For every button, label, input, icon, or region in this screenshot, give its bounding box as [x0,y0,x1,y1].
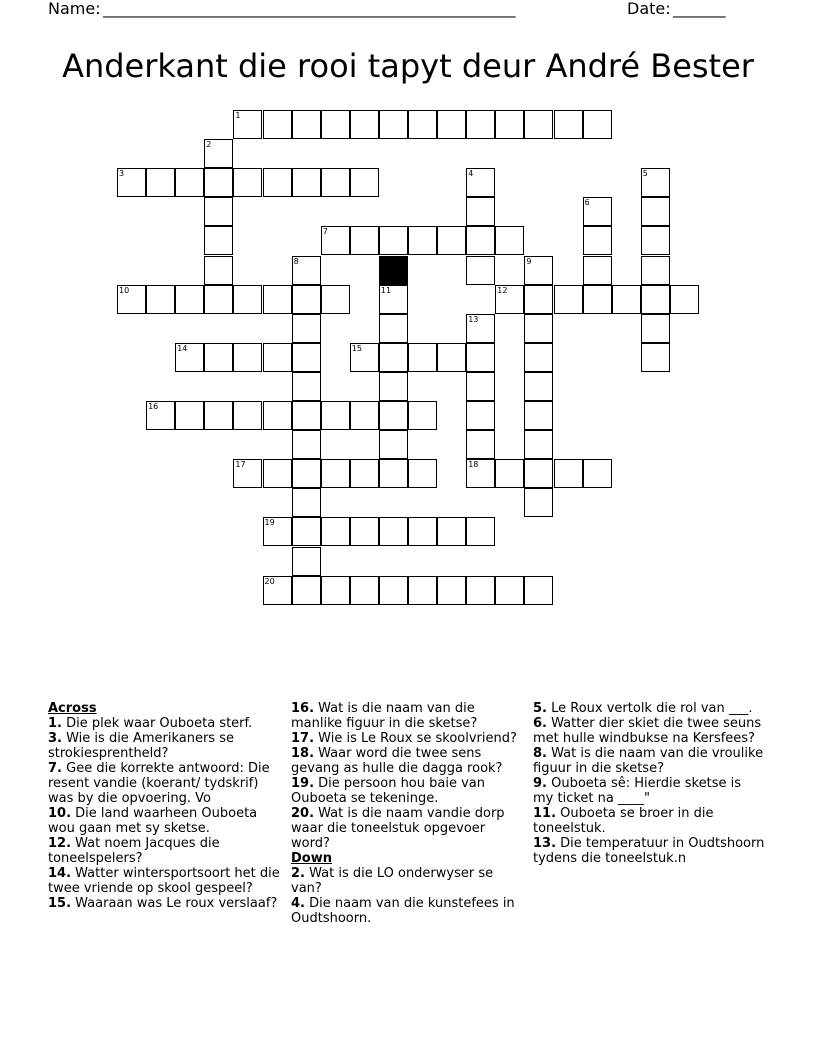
clues-column-3 [533,701,765,866]
clue-item-text: Watter wintersportsoort het die twee vriende op skool gespeel? [48,866,280,896]
grid-cell[interactable] [292,256,321,285]
grid-cell[interactable] [292,576,321,605]
grid-cell[interactable] [292,430,321,459]
grid-cell[interactable] [263,517,292,546]
clue-item-text: Wat is die naam van die manlike figuur in die sketse? [291,701,478,731]
across-heading: Across [48,701,97,716]
clue-item-number: 17. [291,731,315,746]
grid-cell[interactable] [204,256,233,285]
grid-cell[interactable] [408,343,437,372]
grid-cell[interactable] [466,372,495,401]
across-clue-list-continued [291,701,523,851]
clue-item [291,731,523,746]
clue-item [48,836,280,866]
date-line[interactable]: _______ [673,0,726,18]
clue-item-text: Die land waarheen Ouboeta wou gaan met sy sketse. [48,806,258,836]
clue-number: 17 [235,460,246,470]
grid-cell[interactable] [321,459,350,488]
clue-number: 13 [468,314,479,324]
grid-cell[interactable] [495,576,524,605]
grid-cell[interactable] [437,576,466,605]
grid-cell[interactable] [233,459,262,488]
clue-item-text: Ouboeta se broer in die toneelstuk. [533,806,714,836]
clue-item [48,731,280,761]
grid-cell[interactable] [524,459,553,488]
grid-cell[interactable] [321,517,350,546]
clue-number: 5 [642,169,648,179]
grid-cell[interactable] [379,517,408,546]
clue-item-text: Wat is die naam van die vroulike figuur in die sketse? [533,746,764,776]
grid-cell[interactable] [408,110,437,139]
grid-cell[interactable] [583,226,612,255]
grid-cell[interactable] [263,168,292,197]
grid-cell[interactable] [437,110,466,139]
grid-cell[interactable] [408,401,437,430]
clue-number: 12 [497,285,508,295]
grid-cell[interactable] [583,285,612,314]
grid-cell[interactable] [466,314,495,343]
grid-cell[interactable] [437,343,466,372]
clue-item-number: 12. [48,836,72,851]
clue-item-number: 18. [291,746,315,761]
grid-cell[interactable] [263,343,292,372]
page-title: Anderkant die rooi tapyt deur André Bester [62,47,754,85]
clue-item-number: 15. [48,896,72,911]
grid-cell[interactable] [292,110,321,139]
grid-cell[interactable] [350,110,379,139]
grid-cell[interactable] [292,488,321,517]
clue-item-number: 2. [291,866,305,881]
clue-item-text: Watter dier skiet die twee seuns met hulle windbukse na Kersfees? [533,716,762,746]
clue-item-number: 14. [48,866,72,881]
grid-cell[interactable] [641,314,670,343]
grid-cell[interactable] [466,226,495,255]
clue-item-text: Waaraan was Le roux verslaaf? [71,896,278,911]
clue-number: 8 [293,256,299,266]
clue-number: 14 [177,343,188,353]
grid-cell[interactable] [437,517,466,546]
clue-number: 9 [526,256,532,266]
grid-cell[interactable] [233,168,262,197]
grid-cell[interactable] [233,110,262,139]
grid-cell[interactable] [524,256,553,285]
clue-item-text: Wie is Le Roux se skoolvriend? [314,731,517,746]
grid-cell[interactable] [524,343,553,372]
grid-cell[interactable] [554,285,583,314]
clue-item-number: 1. [48,716,62,731]
black-cell [379,256,408,285]
clue-item-number: 20. [291,806,315,821]
clue-item [291,746,523,776]
clue-number: 7 [322,227,328,237]
clue-item-number: 8. [533,746,547,761]
clue-item-number: 3. [48,731,62,746]
grid-cell[interactable] [292,401,321,430]
grid-cell[interactable] [408,517,437,546]
grid-cell[interactable] [350,517,379,546]
grid-cell[interactable] [466,343,495,372]
clue-item-number: 10. [48,806,72,821]
clue-item-text: Wie is die Amerikaners se strokiesprentheld? [48,731,234,761]
grid-cell[interactable] [466,256,495,285]
clue-item [533,716,765,746]
grid-cell[interactable] [175,168,204,197]
grid-cell[interactable] [408,459,437,488]
grid-cell[interactable] [612,285,641,314]
grid-cell[interactable] [263,110,292,139]
clue-item [291,701,523,731]
clues-column-1 [48,701,280,911]
grid-cell[interactable] [379,576,408,605]
down-clue-list [291,866,523,926]
grid-cell[interactable] [321,576,350,605]
grid-cell[interactable] [466,517,495,546]
grid-cell[interactable] [379,110,408,139]
clue-item-number: 11. [533,806,557,821]
grid-cell[interactable] [641,256,670,285]
clue-item [291,896,523,926]
grid-cell[interactable] [379,314,408,343]
grid-cell[interactable] [437,226,466,255]
grid-cell[interactable] [146,285,175,314]
clue-item-text: Die persoon hou baie van Ouboeta se tekeninge. [291,776,485,806]
grid-cell[interactable] [175,343,204,372]
clues-column-2 [291,701,523,926]
down-heading: Down [291,851,332,866]
clue-item-number: 9. [533,776,547,791]
clue-item-text: Waar word die twee sens gevang as hulle die dagga rook? [291,746,503,776]
grid-cell[interactable] [670,285,699,314]
clue-number: 3 [119,169,125,179]
clue-number: 20 [264,576,275,586]
grid-cell[interactable] [583,110,612,139]
grid-cell[interactable] [524,576,553,605]
grid-cell[interactable] [466,197,495,226]
grid-cell[interactable] [321,226,350,255]
grid-cell[interactable] [175,285,204,314]
clue-number: 19 [264,518,275,528]
grid-cell[interactable] [292,459,321,488]
down-clue-list-continued [533,701,765,866]
clue-item [291,866,523,896]
grid-cell[interactable] [524,488,553,517]
grid-cell[interactable] [233,285,262,314]
grid-cell[interactable] [379,226,408,255]
grid-cell[interactable] [292,314,321,343]
grid-cell[interactable] [292,547,321,576]
grid-cell[interactable] [466,401,495,430]
grid-cell[interactable] [379,372,408,401]
clue-item [533,746,765,776]
grid-cell[interactable] [263,459,292,488]
name-line[interactable]: _______________________________________________________ [103,0,516,18]
clue-item-text: Die plek waar Ouboeta sterf. [61,716,253,731]
grid-cell[interactable] [292,372,321,401]
grid-cell[interactable] [641,226,670,255]
grid-cell[interactable] [379,430,408,459]
clue-item-text: Wat noem Jacques die toneelspelers? [48,836,220,866]
grid-cell[interactable] [263,576,292,605]
grid-cell[interactable] [495,226,524,255]
clue-number: 18 [468,460,479,470]
grid-cell[interactable] [524,430,553,459]
grid-cell[interactable] [233,343,262,372]
grid-cell[interactable] [554,459,583,488]
grid-cell[interactable] [408,576,437,605]
grid-cell[interactable] [466,576,495,605]
grid-cell[interactable] [641,168,670,197]
grid-cell[interactable] [146,168,175,197]
grid-cell[interactable] [350,576,379,605]
clue-item [291,806,523,851]
clue-item [48,761,280,806]
grid-cell[interactable] [204,168,233,197]
grid-cell[interactable] [321,168,350,197]
grid-cell[interactable] [350,401,379,430]
clue-item-number: 7. [48,761,62,776]
clue-number: 1 [235,111,241,120]
grid-cell[interactable] [495,110,524,139]
grid-cell[interactable] [350,226,379,255]
grid-cell[interactable] [350,459,379,488]
clue-item-text: Ouboeta sê: Hierdie sketse is my ticket na ____" [533,776,741,806]
grid-cell[interactable] [117,168,146,197]
grid-cell[interactable] [466,459,495,488]
grid-cell[interactable] [379,343,408,372]
clue-number: 2 [206,140,212,150]
grid-cell[interactable] [117,285,146,314]
clue-item [533,836,765,866]
grid-cell[interactable] [524,401,553,430]
grid-cell[interactable] [292,343,321,372]
grid-cell[interactable] [263,401,292,430]
clue-item-text: Gee die korrekte antwoord: Die resent vandie (koerant/ tydskrif) was by die opvoering. Vo [48,761,270,806]
grid-cell[interactable] [321,110,350,139]
clue-item [48,866,280,896]
clue-item-number: 13. [533,836,557,851]
grid-cell[interactable] [495,285,524,314]
grid-cell[interactable] [466,430,495,459]
grid-cell[interactable] [641,197,670,226]
grid-cell[interactable] [204,226,233,255]
clue-number: 15 [351,343,362,353]
clue-item [48,806,280,836]
clue-item-text: Wat is die LO onderwyser se van? [291,866,494,896]
clue-item-text: Le Roux vertolk die rol van ___. [546,701,753,716]
clue-number: 6 [584,198,590,208]
grid-cell[interactable] [204,139,233,168]
clue-item-number: 4. [291,896,305,911]
grid-cell[interactable] [524,314,553,343]
clue-item [533,806,765,836]
clue-item [291,776,523,806]
grid-cell[interactable] [524,285,553,314]
grid-cell[interactable] [292,168,321,197]
clue-number: 10 [119,285,130,295]
grid-cell[interactable] [350,343,379,372]
clue-item [533,776,765,806]
clue-number: 16 [148,402,159,411]
grid-cell[interactable] [263,285,292,314]
grid-cell[interactable] [524,372,553,401]
grid-cell[interactable] [466,168,495,197]
clue-item-number: 6. [533,716,547,731]
grid-cell[interactable] [408,226,437,255]
grid-cell[interactable] [292,285,321,314]
grid-cell[interactable] [204,285,233,314]
clue-item [48,896,280,911]
across-clue-list [48,716,280,911]
grid-cell[interactable] [204,197,233,226]
grid-cell[interactable] [350,168,379,197]
grid-cell[interactable] [204,401,233,430]
grid-cell[interactable] [554,110,583,139]
clue-item [48,716,280,731]
grid-cell[interactable] [204,343,233,372]
clue-item-text: Die naam van die kunstefees in Oudtshoorn. [291,896,515,926]
date-label: Date: [627,0,671,18]
grid-cell[interactable] [379,401,408,430]
name-label: Name: [48,0,101,18]
clue-item-number: 5. [533,701,547,716]
clue-number: 4 [468,169,474,179]
grid-cell[interactable] [583,256,612,285]
grid-cell[interactable] [379,285,408,314]
clue-item [533,701,765,716]
grid-cell[interactable] [524,110,553,139]
grid-cell[interactable] [641,343,670,372]
grid-cell[interactable] [641,285,670,314]
grid-cell[interactable] [233,401,262,430]
grid-cell[interactable] [583,459,612,488]
clue-item-number: 19. [291,776,315,791]
grid-cell[interactable] [146,401,175,430]
grid-cell[interactable] [292,517,321,546]
clue-item-text: Die temperatuur in Oudtshoorn tydens die toneelstuk.n [533,836,765,866]
grid-cell[interactable] [321,285,350,314]
grid-cell[interactable] [175,401,204,430]
grid-cell[interactable] [495,459,524,488]
grid-cell[interactable] [321,401,350,430]
clue-item-number: 16. [291,701,315,716]
grid-cell[interactable] [583,197,612,226]
grid-cell[interactable] [466,110,495,139]
clue-number: 11 [380,285,392,295]
grid-cell[interactable] [379,459,408,488]
clue-item-text: Wat is die naam vandie dorp waar die toneelstuk opgevoer word? [291,806,505,851]
